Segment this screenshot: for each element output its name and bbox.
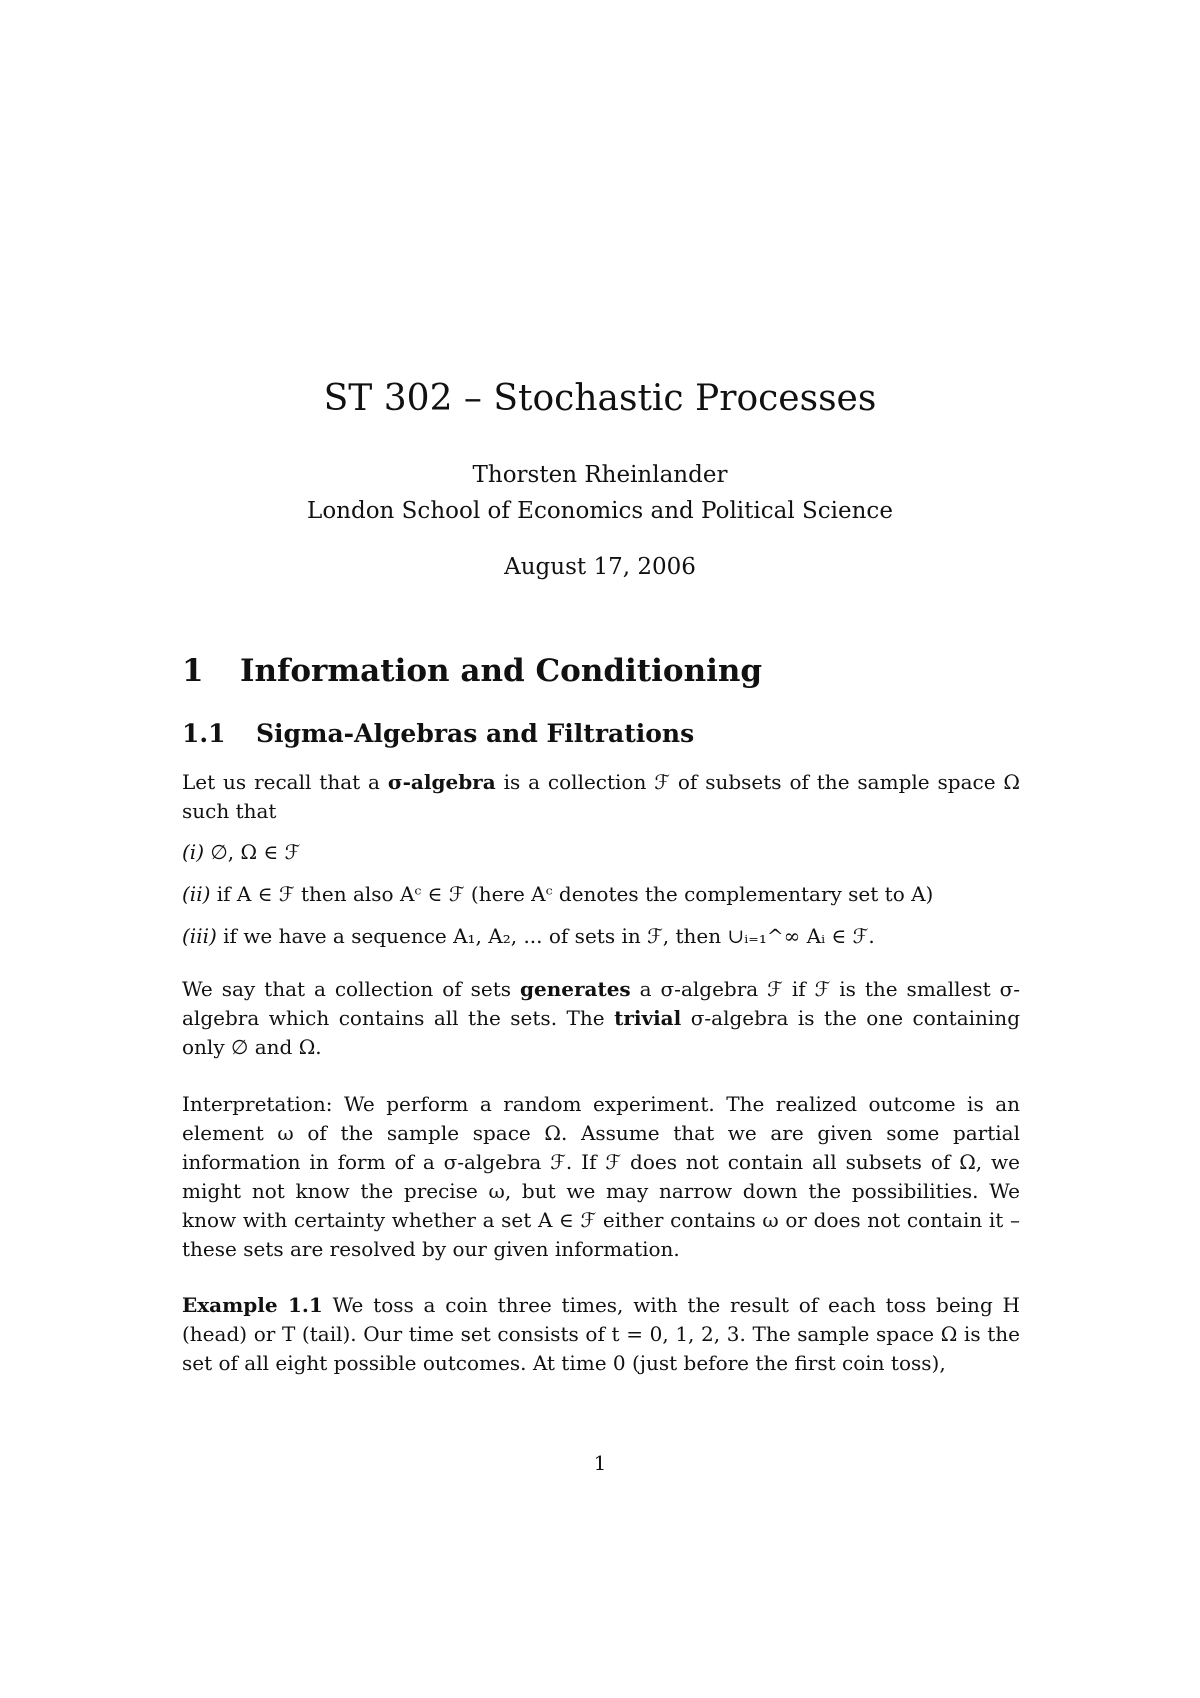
example-text: We toss a coin three times, with the result of each toss being H (head) or T (tail). Our time set consists of t = 0, 1, 2, 3. The sample space Ω is the set of all eight possible outcomes. At time 0 (just before the first coin toss), — [182, 1293, 1020, 1375]
list-item — [182, 882, 933, 906]
defined-term: generates — [520, 977, 631, 1001]
paragraph-text: Let us recall that a — [182, 770, 388, 794]
example-paragraph — [182, 1291, 1020, 1378]
list-item-label: (ii) — [182, 882, 211, 906]
document-title: ST 302 – Stochastic Processes — [323, 378, 877, 419]
paragraph-text: σ-algebra is the one containing only ∅ and Ω. — [182, 1006, 1020, 1059]
author-affiliation: London School of Economics and Political Science — [307, 498, 893, 524]
list-item-label: (i) — [182, 840, 205, 864]
example-label: Example 1.1 — [182, 1293, 323, 1317]
defined-term: σ-algebra — [387, 770, 496, 794]
list-item-text: ∅, Ω ∈ ℱ — [210, 840, 301, 864]
paragraph-generates — [182, 975, 1020, 1062]
list-item-label: (iii) — [182, 924, 217, 948]
paragraph-text: a σ-algebra ℱ if ℱ is the smallest σ-algebra which contains all the sets. The — [182, 977, 1021, 1030]
list-item-text: if A ∈ ℱ then also Aᶜ ∈ ℱ (here Aᶜ denotes the complementary set to A) — [216, 882, 934, 906]
section-number: 1 — [182, 653, 204, 689]
paragraph-text: We say that a collection of sets — [182, 977, 520, 1001]
defined-term: trivial — [614, 1006, 682, 1030]
subsection-title: Sigma-Algebras and Filtrations — [256, 719, 695, 748]
author-name: Thorsten Rheinlander — [472, 462, 728, 488]
paragraph-text: is a collection ℱ of subsets of the sample space Ω such that — [182, 770, 1020, 823]
list-item — [182, 924, 875, 948]
list-item — [182, 840, 300, 864]
subsection-heading — [182, 719, 694, 748]
section-heading — [182, 653, 762, 689]
list-item-text: if we have a sequence A₁, A₂, ... of sets in ℱ, then ∪ᵢ₌₁^∞ Aᵢ ∈ ℱ. — [223, 924, 875, 948]
subsection-number: 1.1 — [182, 719, 226, 748]
paragraph-interpretation: Interpretation: We perform a random experiment. The realized outcome is an element ω of the sample space Ω. Assume that we are given some partial information in form of a σ-algebra ℱ. If ℱ does not contain all subsets of Ω, we might not know the precise ω, but we may narrow down the possibilities. We know with certainty whether a set A ∈ ℱ either contains ω or does not contain it – these sets are resolved by our given information. — [182, 1092, 1020, 1261]
page-number: 1 — [593, 1451, 607, 1475]
section-title: Information and Conditioning — [240, 653, 763, 689]
document-date: August 17, 2006 — [504, 554, 696, 580]
paragraph-sigma-algebra-definition — [182, 768, 1020, 826]
